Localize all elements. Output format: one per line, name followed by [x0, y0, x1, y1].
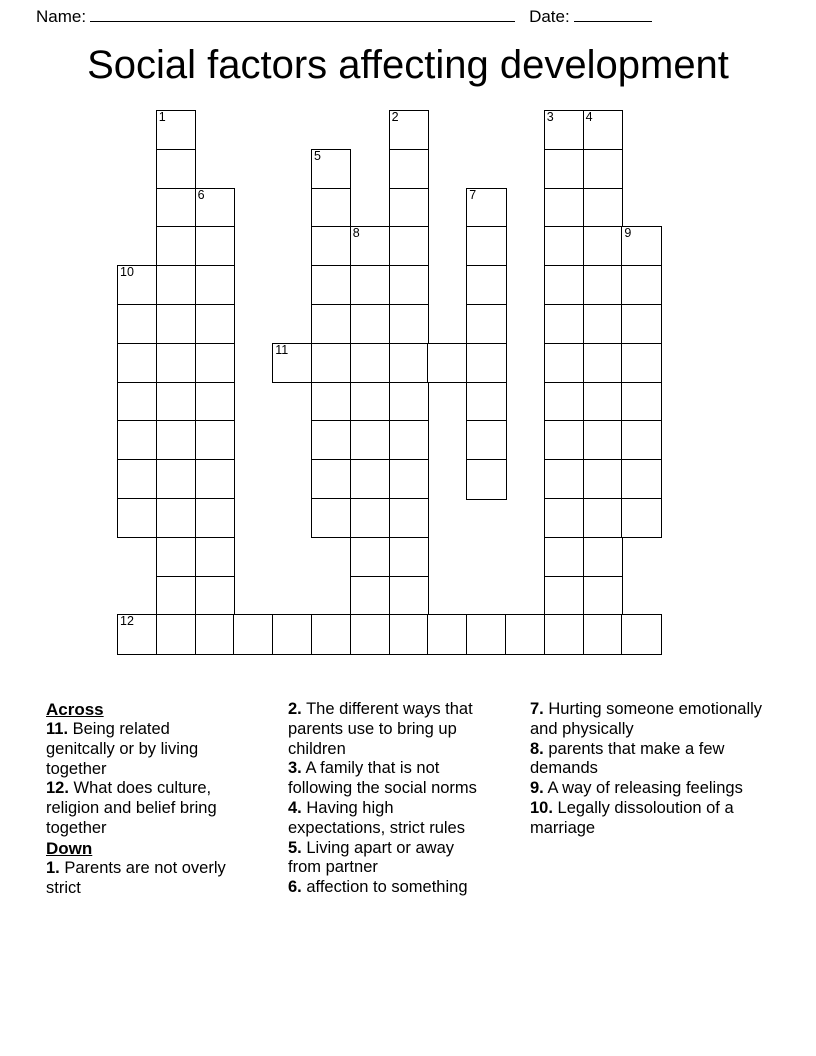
cw-cell-c12-r12[interactable] — [583, 576, 623, 616]
clue-number: 10. — [530, 798, 553, 817]
clue-number: 11. — [46, 720, 69, 738]
clue-column-3 — [484, 700, 784, 898]
cw-cell-c5-r6[interactable] — [311, 343, 351, 383]
cw-cell-c11-r10[interactable] — [544, 498, 584, 538]
clue-across-12[interactable] — [46, 779, 236, 838]
cw-cell-c12-r13[interactable] — [583, 614, 623, 654]
cw-cell-c7-r9[interactable] — [389, 459, 429, 499]
clue-text: affection to something — [306, 878, 468, 897]
cw-cell-c1-r10[interactable] — [156, 498, 196, 538]
cw-cell-c7-r12[interactable] — [389, 576, 429, 616]
cw-cell-c1-r13[interactable] — [156, 614, 196, 654]
cw-cell-c6-r10[interactable] — [350, 498, 390, 538]
cw-cell-c7-r1[interactable] — [389, 149, 429, 189]
cw-cell-c9-r3[interactable] — [466, 226, 506, 266]
cw-cell-c12-r2[interactable] — [583, 188, 623, 228]
cw-cell-c0-r7[interactable] — [117, 382, 157, 422]
cw-cell-c11-r6[interactable] — [544, 343, 584, 383]
cw-cell-c12-r5[interactable] — [583, 304, 623, 344]
cw-cell-c12-r4[interactable] — [583, 265, 623, 305]
cw-cell-c7-r13[interactable] — [389, 614, 429, 654]
cw-cell-c5-r7[interactable] — [311, 382, 351, 422]
cw-cell-number: 7 — [469, 187, 477, 202]
cw-cell-c1-r5[interactable] — [156, 304, 196, 344]
cw-cell-c12-r3[interactable] — [583, 226, 623, 266]
clue-number: 8. — [530, 739, 544, 758]
clue-down-9[interactable] — [530, 779, 774, 799]
cw-cell-c1-r6[interactable] — [156, 343, 196, 383]
clue-down-4[interactable] — [288, 799, 478, 839]
cw-cell-c9-r9[interactable] — [466, 459, 506, 499]
cw-cell-c9-r5[interactable] — [466, 304, 506, 344]
clue-down-7[interactable] — [530, 700, 774, 740]
cw-cell-c13-r9[interactable] — [621, 459, 661, 499]
cw-cell-c11-r13[interactable] — [544, 614, 584, 654]
cw-cell-c12-r6[interactable] — [583, 343, 623, 383]
clue-text: A way of releasing feelings — [547, 779, 743, 798]
cw-cell-c7-r3[interactable] — [389, 226, 429, 266]
clue-number: 9. — [530, 779, 544, 798]
clue-down-6[interactable] — [288, 878, 478, 898]
cw-cell-c7-r5[interactable] — [389, 304, 429, 344]
cw-cell-c0-r9[interactable] — [117, 459, 157, 499]
cw-cell-c11-r11[interactable] — [544, 537, 584, 577]
cw-cell-c8-r6[interactable] — [427, 343, 467, 383]
cw-cell-c4-r6[interactable] — [272, 343, 312, 383]
cw-cell-c1-r3[interactable] — [156, 226, 196, 266]
cw-cell-c13-r4[interactable] — [621, 265, 661, 305]
clue-text: Parents are not overly strict — [46, 858, 226, 897]
cw-cell-c12-r11[interactable] — [583, 537, 623, 577]
clue-number: 2. — [288, 700, 302, 718]
cw-cell-c9-r8[interactable] — [466, 420, 506, 460]
cw-cell-c12-r10[interactable] — [583, 498, 623, 538]
cw-cell-c6-r8[interactable] — [350, 420, 390, 460]
cw-cell-c7-r8[interactable] — [389, 420, 429, 460]
clue-number: 4. — [288, 798, 302, 817]
cw-cell-c9-r6[interactable] — [466, 343, 506, 383]
cw-cell-c9-r7[interactable] — [466, 382, 506, 422]
cw-cell-c11-r5[interactable] — [544, 304, 584, 344]
cw-cell-number: 11 — [275, 342, 289, 357]
cw-cell-c1-r2[interactable] — [156, 188, 196, 228]
clue-down-2[interactable] — [288, 700, 478, 759]
across-heading: Across — [46, 700, 104, 719]
cw-cell-c11-r12[interactable] — [544, 576, 584, 616]
clue-text: A family that is not following the social norms — [288, 759, 477, 798]
cw-cell-number: 9 — [624, 226, 632, 241]
cw-cell-c2-r13[interactable] — [195, 614, 235, 654]
clue-text: Being related genitcally or by living together — [46, 720, 199, 778]
cw-cell-c2-r10[interactable] — [195, 498, 235, 538]
cw-cell-c11-r1[interactable] — [544, 149, 584, 189]
cw-cell-c11-r7[interactable] — [544, 382, 584, 422]
clue-column-1 — [0, 700, 242, 898]
clue-down-10[interactable] — [530, 799, 774, 839]
cw-cell-c5-r10[interactable] — [311, 498, 351, 538]
cw-cell-c0-r8[interactable] — [117, 420, 157, 460]
cw-cell-c5-r1[interactable] — [311, 149, 351, 189]
cw-cell-c1-r7[interactable] — [156, 382, 196, 422]
cw-cell-number: 2 — [391, 110, 399, 124]
cw-cell-c10-r13[interactable] — [505, 614, 545, 654]
cw-cell-number: 10 — [120, 265, 134, 280]
cw-cell-c9-r4[interactable] — [466, 265, 506, 305]
clue-text: Legally dissoloution of a marriage — [530, 798, 734, 837]
cw-cell-c6-r6[interactable] — [350, 343, 390, 383]
cw-cell-c2-r6[interactable] — [195, 343, 235, 383]
cw-cell-c6-r9[interactable] — [350, 459, 390, 499]
cw-cell-number: 4 — [585, 110, 593, 124]
name-label: Name: — [36, 7, 87, 26]
cw-cell-c13-r13[interactable] — [621, 614, 661, 654]
cw-cell-c3-r13[interactable] — [233, 614, 273, 654]
cw-cell-c4-r13[interactable] — [272, 614, 312, 654]
cw-cell-c5-r3[interactable] — [311, 226, 351, 266]
clue-down-8[interactable] — [530, 740, 774, 780]
cw-cell-number: 8 — [352, 226, 360, 241]
cw-cell-c1-r9[interactable] — [156, 459, 196, 499]
cw-cell-c5-r5[interactable] — [311, 304, 351, 344]
cw-cell-c1-r0[interactable] — [156, 110, 196, 150]
cw-cell-number: 6 — [197, 187, 205, 202]
cw-cell-c6-r4[interactable] — [350, 265, 390, 305]
cw-cell-c0-r5[interactable] — [117, 304, 157, 344]
date-label: Date: — [529, 7, 570, 26]
cw-cell-c2-r12[interactable] — [195, 576, 235, 616]
cw-cell-c11-r8[interactable] — [544, 420, 584, 460]
cw-cell-c0-r6[interactable] — [117, 343, 157, 383]
cw-cell-c11-r9[interactable] — [544, 459, 584, 499]
cw-cell-c6-r13[interactable] — [350, 614, 390, 654]
cw-cell-c2-r11[interactable] — [195, 537, 235, 577]
cw-cell-c6-r3[interactable] — [350, 226, 390, 266]
cw-cell-c13-r10[interactable] — [621, 498, 661, 538]
down-heading: Down — [46, 838, 93, 858]
cw-cell-c9-r2[interactable] — [466, 188, 506, 228]
clue-number: 6. — [288, 878, 302, 897]
cw-cell-c9-r13[interactable] — [466, 614, 506, 654]
clue-number: 1. — [46, 858, 60, 877]
cw-cell-c6-r12[interactable] — [350, 576, 390, 616]
cw-cell-c1-r8[interactable] — [156, 420, 196, 460]
cw-cell-c5-r2[interactable] — [311, 188, 351, 228]
cw-cell-c2-r4[interactable] — [195, 265, 235, 305]
cw-cell-c0-r4[interactable] — [117, 265, 157, 305]
cw-cell-c12-r1[interactable] — [583, 149, 623, 189]
page-title: Social factors affecting development — [87, 43, 729, 87]
cw-cell-c11-r4[interactable] — [544, 265, 584, 305]
clue-number: 12. — [46, 779, 69, 798]
cw-cell-c8-r13[interactable] — [427, 614, 467, 654]
cw-cell-number: 12 — [120, 614, 134, 629]
cw-cell-c7-r2[interactable] — [389, 188, 429, 228]
cw-cell-c0-r13[interactable] — [117, 614, 157, 654]
clue-down-5[interactable] — [288, 839, 478, 879]
cw-cell-c7-r6[interactable] — [389, 343, 429, 383]
cw-cell-c12-r9[interactable] — [583, 459, 623, 499]
cw-cell-c11-r3[interactable] — [544, 226, 584, 266]
clue-text: Living apart or away from partner — [288, 838, 455, 877]
cw-cell-c5-r13[interactable] — [311, 614, 351, 654]
clue-text: The different ways that parents use to bring up children — [288, 700, 473, 758]
cw-cell-c7-r7[interactable] — [389, 382, 429, 422]
cw-cell-number: 3 — [546, 110, 554, 124]
clue-down-3[interactable] — [288, 759, 478, 799]
cw-cell-c2-r5[interactable] — [195, 304, 235, 344]
cw-cell-c7-r11[interactable] — [389, 537, 429, 577]
cw-cell-c1-r12[interactable] — [156, 576, 196, 616]
clue-number: 5. — [288, 838, 302, 857]
cw-cell-c2-r2[interactable] — [195, 188, 235, 228]
clue-text: What does culture, religion and belief bring together — [46, 779, 217, 837]
cw-cell-c5-r8[interactable] — [311, 420, 351, 460]
cw-cell-c6-r7[interactable] — [350, 382, 390, 422]
cw-cell-c12-r8[interactable] — [583, 420, 623, 460]
cw-cell-c1-r4[interactable] — [156, 265, 196, 305]
cw-cell-c1-r11[interactable] — [156, 537, 196, 577]
cw-cell-c7-r4[interactable] — [389, 265, 429, 305]
cw-cell-number: 5 — [314, 148, 321, 163]
cw-cell-c5-r4[interactable] — [311, 265, 351, 305]
cw-cell-c11-r0[interactable] — [544, 110, 584, 150]
cw-cell-c7-r10[interactable] — [389, 498, 429, 538]
cw-cell-c6-r5[interactable] — [350, 304, 390, 344]
clue-text: parents that make a few demands — [530, 739, 725, 778]
cw-cell-c2-r8[interactable] — [195, 420, 235, 460]
clue-down-1[interactable] — [46, 859, 236, 899]
cw-cell-number: 1 — [158, 110, 166, 124]
cw-cell-c12-r7[interactable] — [583, 382, 623, 422]
clue-number: 7. — [530, 700, 544, 718]
cw-cell-c7-r0[interactable] — [389, 110, 429, 150]
cw-cell-c2-r9[interactable] — [195, 459, 235, 499]
cw-cell-c6-r11[interactable] — [350, 537, 390, 577]
cw-cell-c12-r0[interactable] — [583, 110, 623, 150]
cw-cell-c5-r9[interactable] — [311, 459, 351, 499]
clue-column-2 — [242, 700, 484, 898]
cw-cell-c0-r10[interactable] — [117, 498, 157, 538]
cw-cell-c2-r7[interactable] — [195, 382, 235, 422]
cw-cell-c13-r8[interactable] — [621, 420, 661, 460]
clues-section — [0, 700, 816, 898]
cw-cell-c13-r5[interactable] — [621, 304, 661, 344]
clue-across-11[interactable] — [46, 720, 236, 779]
cw-cell-c13-r7[interactable] — [621, 382, 661, 422]
cw-cell-c11-r2[interactable] — [544, 188, 584, 228]
clue-number: 3. — [288, 759, 302, 778]
cw-cell-c13-r3[interactable] — [621, 226, 661, 266]
cw-cell-c13-r6[interactable] — [621, 343, 661, 383]
cw-cell-c1-r1[interactable] — [156, 149, 196, 189]
cw-cell-c2-r3[interactable] — [195, 226, 235, 266]
clue-text: Having high expectations, strict rules — [288, 798, 465, 837]
clue-text: Hurting someone emotionally and physically — [530, 700, 763, 738]
